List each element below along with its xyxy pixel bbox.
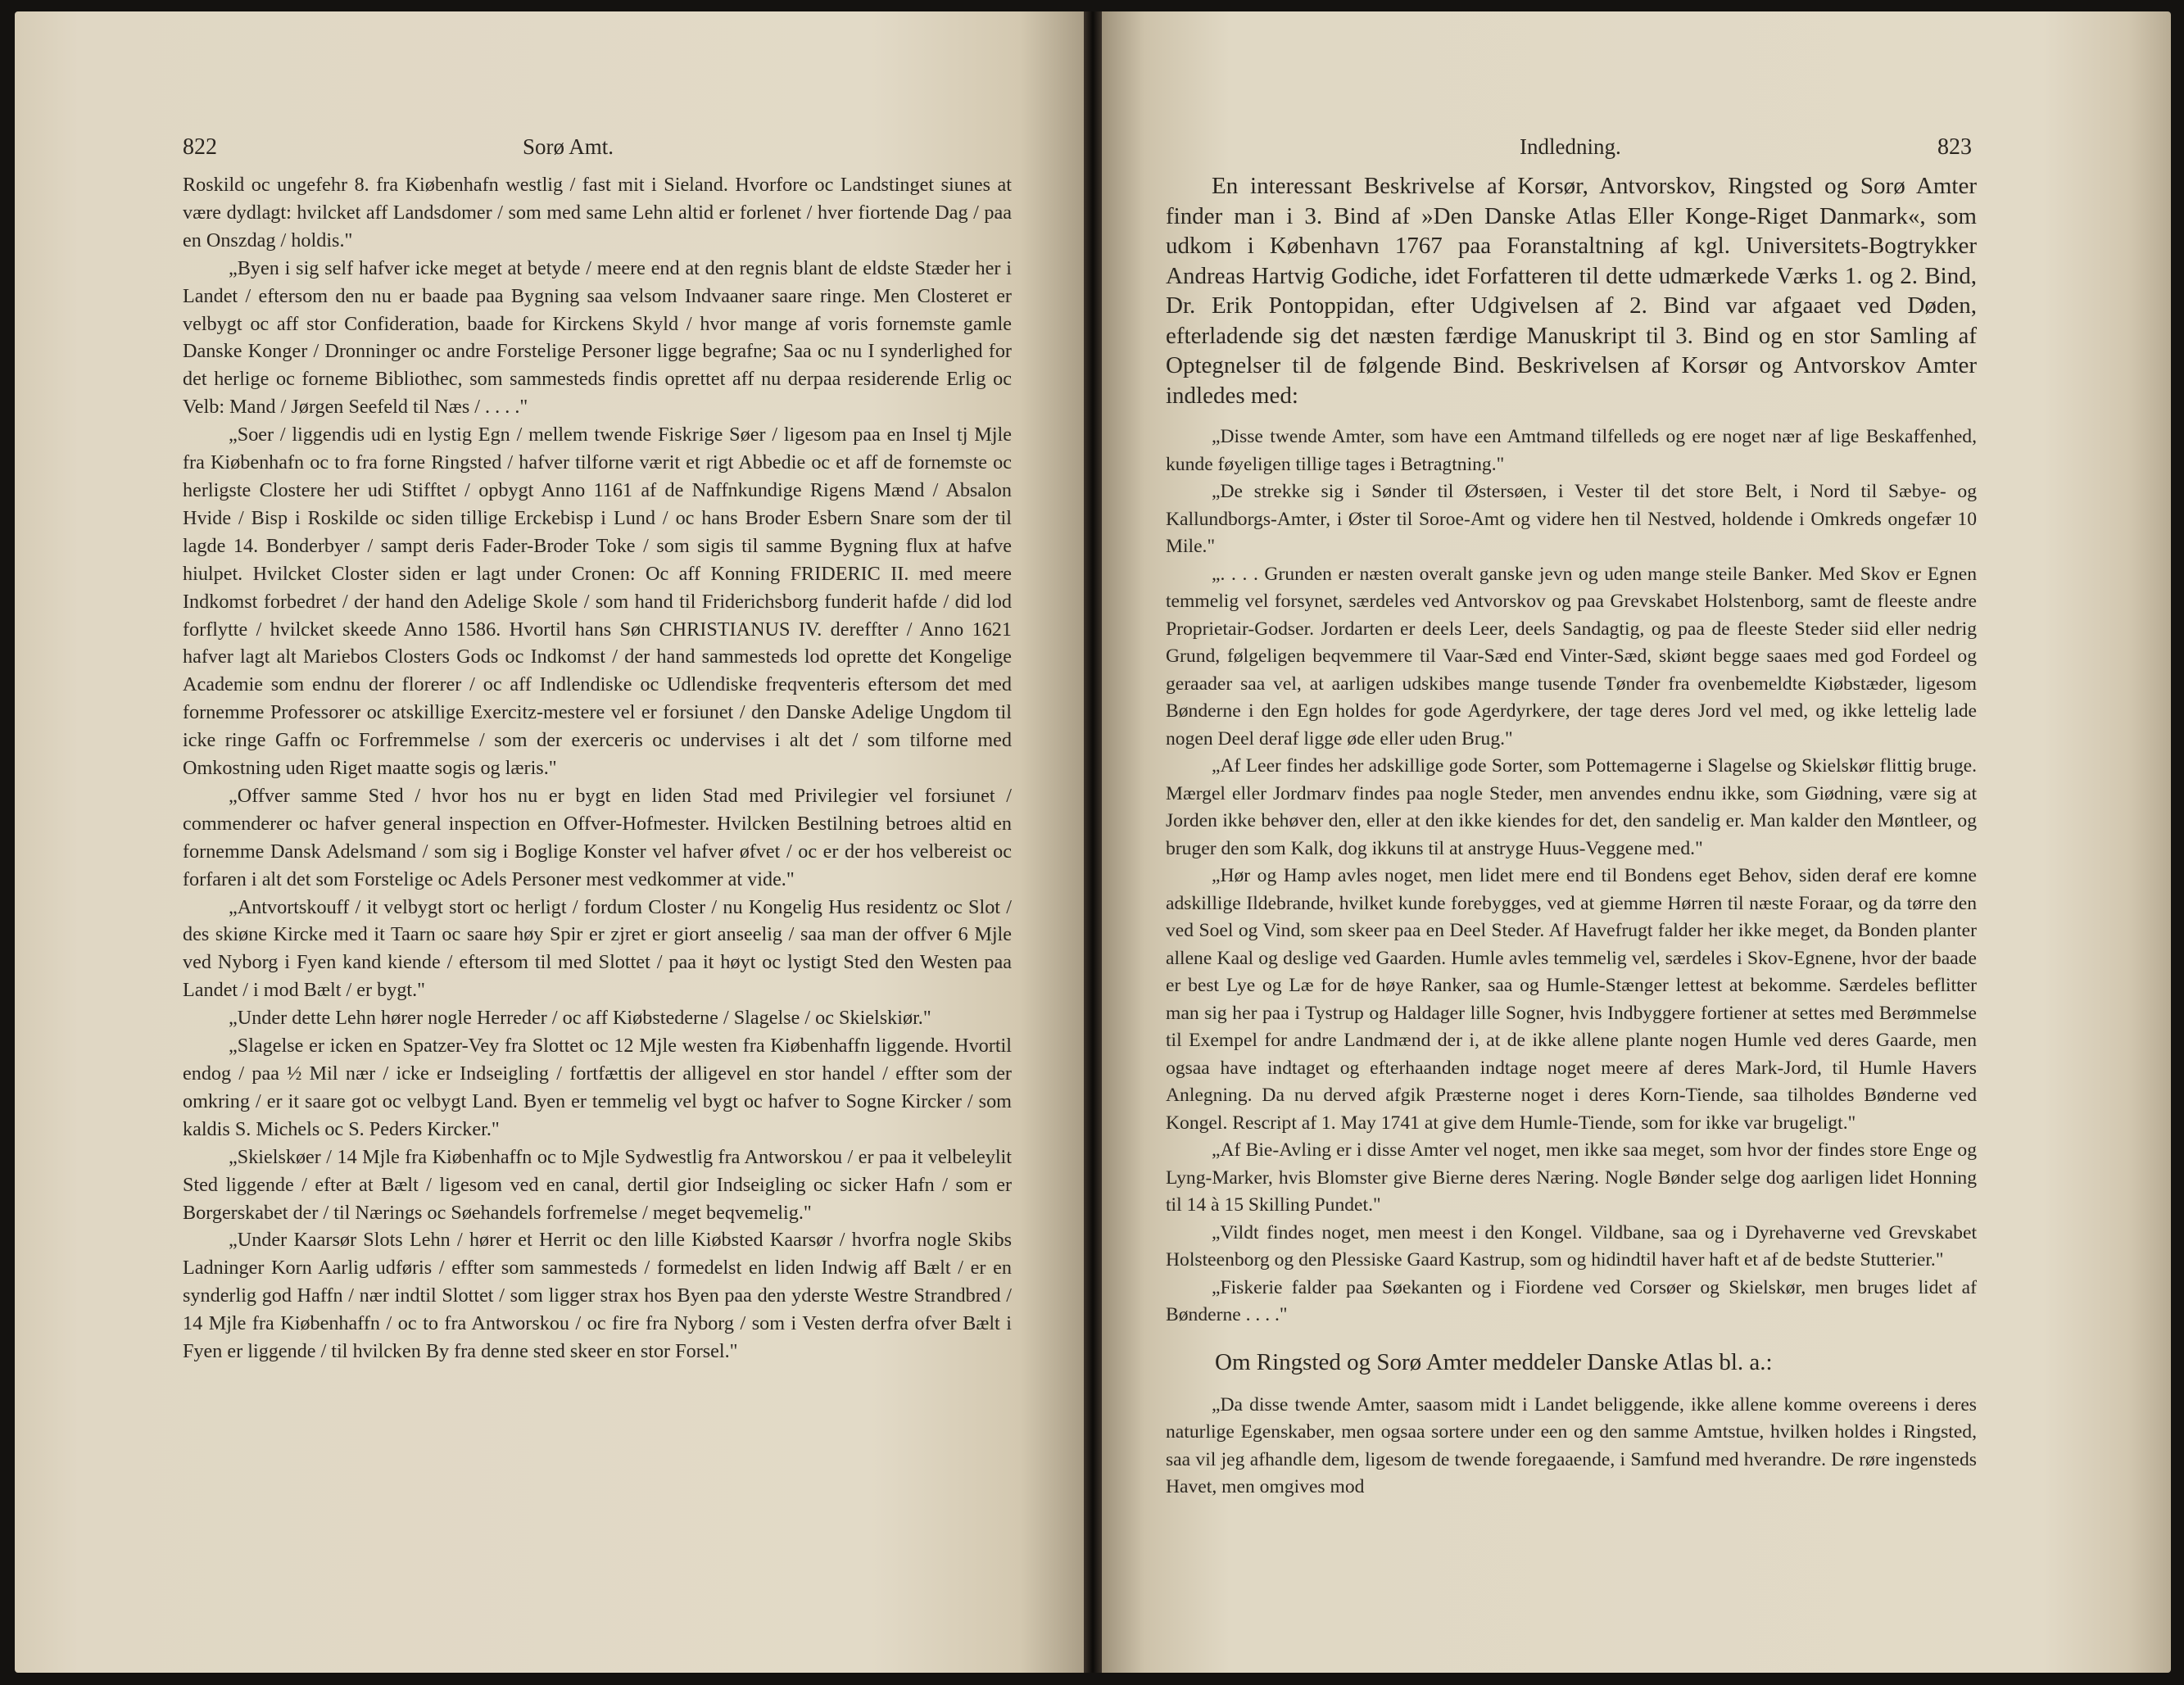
intro-paragraph: En interessant Beskrivelse af Korsør, Antvorskov, Ringsted og Sorø Amter finder man i 3. Bind af »Den Danske Atlas Eller Konge-Riget Danmark«, som udkom i København 1767 paa Foranstaltning af kgl. Universitets-Bogtrykker Andreas Hartvig Godiche, idet Forfatteren til dette udmærkede Værks 1. og 2. Bind, Dr. Erik Pontoppidan, efter Udgivelsen af 2. Bind var afgaaet ved Døden, efterladende sig det næsten færdige Manuskript til 3. Bind og en stor Samling af Optegnelser til de følgende Bind. Beskrivelsen af Korsør og Antvorskov Amter indledes med: <box>1166 173 1977 409</box>
left-text-column <box>183 171 1012 1366</box>
running-head-right: Indledning. <box>1520 134 1621 159</box>
quote-paragraph: „Fiskerie falder paa Søekanten og i Fiordene ved Corsøer og Skielskør, men bruges lidet af Bønderne . . . ." <box>1166 1276 1977 1325</box>
paragraph: Roskild oc ungefehr 8. fra Kiøbenhafn westlig / fast mit i Sieland. Hvorfore oc Landstinget siunes at være dydlagt: hvilcket aff Landsdomer / som med same Lehn altid er forlenet / hver fiortende Dag / paa en Onszdag / holdis." <box>183 174 1012 251</box>
book-gutter <box>1084 11 1102 1673</box>
quote-paragraph: „Disse twende Amter, som have een Amtmand tilfelleds og ere noget nær af lige Beskaffenhed, kunde føyeligen tillige tages i Betragtning." <box>1166 426 1977 475</box>
paragraph: „Soer / liggendis udi en lystig Egn / mellem twende Fiskrige Søer / ligesom paa en Insel tj Mjle fra Kiøbenhafn oc to fra forne Ringsted / hafver tilforne værit et rigt Abbedie oc et aff de fornemste oc herligste Clostere her udi Stifftet / opbygt Anno 1161 af de Naffnkundige Rigens Mænd / Absalon Hvide / Bisp i Roskilde oc siden tillige Erckebisp i Lund / oc hans Broder Esbern Snare som der til lagde 14. Bonderbyer / sampt deris Fader-Broder Toke / som sigis til samme Bygning flux at hafve hiulpet. Hvilcket Closter siden er lagt under Cronen: Oc aff Konning FRIDERIC II. med meere Indkomst forbedret / der hand den Adelige Skole / som hand til Friderichsborg funderit hafde / did lod forflytte / hvilcket skeede Anno 1586. Hvortil hans Søn CHRISTIANUS IV. dereffter / Anno 1621 hafver lagt alt Mariebos Closters Gods oc Indkomst / der hand sammesteds lod oprette det Kongelige Academie som endnu der florerer / oc aff Indlendiske oc Udlendiske freqventeris eftersom det med fornemme Professorer oc atskillige Exercitz-mestere vel er forsiunet / den Danske Adelige Ungdom til icke ringe Gaffn oc Forfremmelse / som der exerceris oc undervises i alt det / som tilforne med Omkostning uden Riget maatte sogis og læris." <box>183 424 1012 780</box>
closing-quote: „Da disse twende Amter, saasom midt i Landet beliggende, ikke allene komme overeens i deres naturlige Egenskaber, men ogsaa sortere under een og den samme Amtstue, hvilken holdes i Ringsted, saa vil jeg afhandle dem, ligesom de twende foregaaende, i Samfund med hverandre. De røre ingensteds Havet, men omgives mod <box>1166 1393 1977 1497</box>
quote-paragraph: „. . . . Grunden er næsten overalt ganske jevn og uden mange steile Banker. Med Skov er Egnen temmelig vel forsynet, særdeles ved Antvorskov og paa Grevskabet Holstenborg, samt de fleeste andre Proprietair-Godser. Jordarten er deels Leer, deels Sandagtig, og paa de fleeste Steder siid eller nedrig Grund, følgeligen beqvemmere til Vaar-Sæd end Vinter-Sæd, skiønt begge saaes med god Fordeel og geraader saa vel, at aarligen udskibes mange tusende Tønder fra ovenbemeldte Kiøbstæder, ligesom Bønderne i den Egn holdes for gode Agerdyrkere, der tage deres Jord vel med, og ikke lettelig lade nogen Deel deraf ligge øde eller uden Brug." <box>1166 563 1977 750</box>
quote-paragraph: „De strekke sig i Sønder til Østersøen, i Vester til det store Belt, i Nord til Sæbye- og Kallundborgs-Amter, i Øster til Soroe-Amt og videre hen til Nestved, holdende i Omkreds ongefær 10 Mile." <box>1166 481 1977 557</box>
quote-paragraph: „Hør og Hamp avles noget, men lidet mere end til Bondens eget Behov, siden deraf ere komne adskillige Ildebrande, hvilket kunde forebygges, ved at giemme Hørren til næste Foraar, og da tørre den ved Soel og Vind, som skeer paa en Deel Steder. Af Havefrugt falder her ikke meget, da Bonden planter allene Kaal og deslige ved Gaarden. Humle avles temmelig vel, særdeles i Skov-Egnene, hvor der baade er best Lye og Læ for de høye Ranker, saa og Humle-Stænger lettest at bekomme. Særdeles beflitter man sig her paa i Tystrup og Haldager lille Sogner, hvis Indbyggere fortiener at settes med Berømmelse til Exempel for andre Landmænd der i, at de ikke allene plante nogen Humle ved deres Gaarde, men ogsaa have indtaget og efterhaanden indtage noget meere af deres Mark-Jord, til Humle Havers Anlegning. Da nu derved afgik Præsterne noget i deres Korn-Tiende, saa tilholdes Bønderne ved Kongel. Rescript af 1. May 1741 at give dem Humle-Tiende, som for ikke var brugeligt." <box>1166 865 1977 1134</box>
paragraph: „Byen i sig self hafver icke meget at betyde / meere end at den regnis blant de eldste Stæder her i Landet / eftersom den nu er baade paa Bygning saa velsom Indvaaner saare ringe. Men Closteret er velbygt oc aff stor Confideration, baade for Kirckens Skyld / hvor mange af voris fornemste gamle Danske Konger / Dronninger oc andre Forstelige Personer ligge begrafne; Saa oc nu I synderlighed for det herlige oc forneme Bibliothec, som sammesteds findis oprettet aff nu derpaa residerende Erlig oc Velb: Mand / Jørgen Seefeld til Næs / . . . ." <box>183 256 1012 419</box>
paragraph: „Antvortskouff / it velbygt stort oc herligt / fordum Closter / nu Kongelig Hus residentz oc Slot / des skiøne Kircke med it Taarn oc saare høy Spir er zjret er giort anseelig / saa man der offver 6 Mjle ved Nyborg i Fyen kand kiende / eftersom til med Slottet / paa it høyt oc lystigt Sted den Westen paa Landet / i mod Bælt / er bygt." <box>183 895 1012 1002</box>
quote-paragraph: „Af Leer findes her adskillige gode Sorter, som Pottemagerne i Slagelse og Skielskør flittig bruge. Mærgel eller Jordmarv findes paa nogle Steder, men anvendes endnu ikke, som Giødning, være sig at Jorden ikke behøver den, eller at den ikke kiendes for det, den sandelig er. Man kalder den Møntleer, og bruger den som Kalk, dog ikkuns til at anstryge Huus-Veggene med." <box>1166 755 1977 859</box>
page-number-left: 822 <box>183 134 217 160</box>
quote-paragraph: „Vildt findes noget, men meest i den Kongel. Vildbane, saa og i Dyrehaverne ved Grevskabet Holsteenborg og den Plessiske Gaard Kastrup, som og hidindtil haver haft et af de bedste Stutterier." <box>1166 1221 1977 1271</box>
running-head-left: Sorø Amt. <box>523 134 614 159</box>
quote-paragraph: „Af Bie-Avling er i disse Amter vel noget, men ikke saa meget, som hvor der findes store Enge og Lyng-Marker, hvis Blomster give Bierne deres Næring. Nogle Bønder selge dog aarligen lidet Honning til 14 à 15 Skilling Pundet." <box>1166 1139 1977 1216</box>
right-text-column <box>1166 171 1977 1502</box>
paragraph: „Under dette Lehn hører nogle Herreder / oc aff Kiøbstederne / Slagelse / oc Skielskiør." <box>229 1007 931 1030</box>
paragraph: „Offver samme Sted / hvor hos nu er bygt en liden Stad med Privilegier vel forsiunet / commenderer oc hafver general inspection en Offver-Hofmester. Hvilcken Bestilning betroes altid en fornemme Dansk Adelsmand / som sig i Boglige Konster vel hafver øfvet / oc er der hos velbereist oc forfaren i alt det som Forstelige oc Adels Personer mest vedkommer at vide." <box>183 784 1012 890</box>
paragraph: „Under Kaarsør Slots Lehn / hører et Herrit oc den lille Kiøbsted Kaarsør / hvorfra nogle Skibs Ladninger Korn Aarlig udføris / effter som sammesteds / formedelst en liden Indwig aff Bælt / er en synderlig god Haffn / nær indtil Slottet / som ligger strax hos Byen paa den yderste Westre Strandbred / 14 Mjle fra Kiøbenhaffn / oc to fra Antworskou / oc fire fra Nyborg / som i Vesten derfra ofver Bælt i Fyen er liggende / til hvilcken By fra denne sted skeer en stor Forsel." <box>183 1229 1012 1363</box>
page-number-right: 823 <box>1937 134 1972 160</box>
paragraph: „Skielskøer / 14 Mjle fra Kiøbenhaffn oc to Mjle Sydwestlig fra Antworskou / er paa it velbeleylit Sted liggende / efter at Bælt / ligesom ved en canal, dertil gior Indseigling oc sicker Hafn / som er Borgerskabet der / til Nærings oc Søehandels forfremelse / meget beqvemelig." <box>183 1145 1012 1224</box>
quote-block <box>1166 424 1977 1329</box>
section-heading: Om Ringsted og Sorø Amter meddeler Danske Atlas bl. a.: <box>1215 1348 1773 1375</box>
right-page <box>1102 11 2171 1673</box>
paragraph: „Slagelse er icken en Spatzer-Vey fra Slottet oc 12 Mjle westen fra Kiøbenhaffn liggende. Hvortil endog / paa ½ Mil nær / icke er Indseigling / fortfættis der alligevel en stor handel / effter som der omkring / er it saare got oc velbygt Land. Byen er temmelig vel bygt oc hafver to Sogne Kircker / som kaldis S. Michels oc S. Peders Kircker." <box>183 1035 1012 1140</box>
left-page <box>15 11 1084 1673</box>
